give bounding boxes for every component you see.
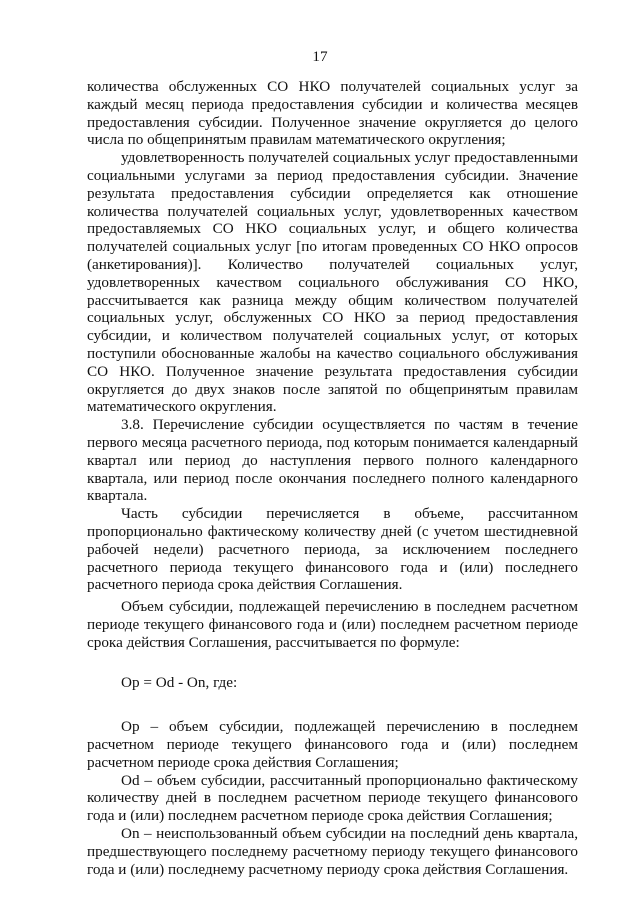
definition-op: Op – объем субсидии, подлежащей перечислению в последнем расчетном периоде текущего финансового года и (или) последнем расчетном периоде срока действия Соглашения; — [87, 718, 578, 771]
definition-on: On – неиспользованный объем субсидии на последний день квартала, предшествующего последнему расчетному периоду текущего финансового года и (или) последнему расчетному периоду срока действия Соглашения. — [87, 825, 578, 878]
formula: Op = Od - On, где: — [121, 673, 238, 691]
paragraph-satisfaction: удовлетворенность получателей социальных услуг предоставленными социальными услугами за период предоставления субсидии. Значение результата предоставления субсидии определяется как отношение количества получателей социальных услуг, удовлетворенных качеством предоставляемых СО НКО социальных услуг, и общего количества получателей социальных услуг [по итогам проведенных СО НКО опросов (анкетирования)]. Количество получателей социальных услуг, удовлетворенных качеством социального обслуживания СО НКО, рассчитывается как разница между общим количеством получателей социальных услуг, обслуженных СО НКО за период предоставления субсидии, и количеством получателей социальных услуг, от которых поступили обоснованные жалобы на качество социального обслуживания СО НКО. Полученное значение результата предоставления субсидии округляется до двух знаков после запятой по общепринятым правилам математического округления. — [87, 149, 578, 416]
definition-od: Od – объем субсидии, рассчитанный пропорционально фактическому количеству дней в последнем расчетном периоде текущего финансового года и (или) последнем расчетном периоде срока действия Соглашения; — [87, 771, 578, 825]
paragraph-continuation: количества обслуженных СО НКО получателей социальных услуг за каждый месяц периода предоставления субсидии и количества месяцев предоставления субсидии. Полученное значение округляется до целого числа по общепринятым правилам математического округления; — [87, 78, 578, 149]
paragraph-3-8: 3.8. Перечисление субсидии осуществляется по частям в течение первого месяца расчетного периода, под которым понимается календарный квартал или период до наступления первого полного календарного квартала, или период после окончания последнего полного календарного квартала. — [87, 416, 578, 505]
page-number: 17 — [312, 48, 328, 65]
document-body — [87, 78, 578, 878]
paragraph-subsidy-part: Часть субсидии перечисляется в объеме, рассчитанном пропорционально фактическому количеству дней (с учетом шестидневной рабочей недели) расчетного периода, за исключением последнего расчетного периода текущего финансового года и (или) последнего расчетного периода срока действия Соглашения. — [87, 505, 578, 594]
paragraph-subsidy-volume: Объем субсидии, подлежащей перечислению в последнем расчетном периоде текущего финансового года и (или) последнем расчетном периоде срока действия Соглашения, рассчитывается по формуле: — [87, 598, 578, 651]
